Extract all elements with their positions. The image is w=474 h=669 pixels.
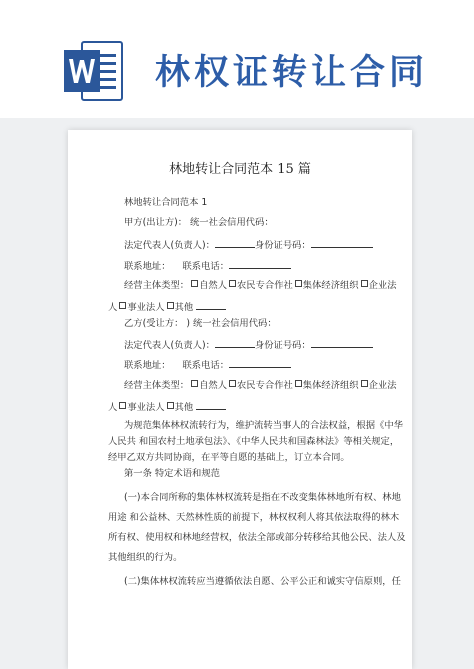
intro-line: 经甲乙双方共同协商，在平等自愿的基础上，订立本合同。: [108, 452, 350, 463]
banner-title: 林权证转让合同: [155, 53, 429, 93]
intro-line: 为规范集体林权流转行为，维护流转当事人的合法权益，根据《中华: [124, 420, 403, 431]
intro-line: 人民共 和国农村土地承包法》、《中华人民共和国森林法》等相关规定，: [108, 436, 400, 447]
clause-line: 所有权、使用权和林地经营权，依法全部或部分转移给其他公民、法人及: [108, 532, 406, 543]
document-page: [68, 130, 412, 669]
party-b-representative: 法定代表人(负责人)： 身份证号码：: [124, 338, 373, 352]
party-b-entity-type: 经营主体类型： 自然人 农民专合作社 集体经济组织 企业法: [124, 380, 397, 391]
clause-line: 其他组织的行为。: [108, 552, 183, 563]
party-b-entity-type-cont: 人 事业法人 其他: [108, 400, 226, 414]
clause-line: 用途 和公益林、天然林性质的前提下，林权权利人将其依法取得的林木: [108, 512, 400, 523]
contract-subtitle: 林地转让合同范本 1: [124, 197, 208, 208]
document-title: 林地转让合同范本 15 篇: [169, 162, 311, 177]
article-heading: 第一条 特定术语和规范: [124, 468, 220, 479]
clause-line: (二)集体林权流转应当遵循依法自愿、公平公正和诚实守信原则，任: [124, 576, 401, 587]
header-banner: [0, 0, 474, 120]
party-a-entity-type-cont: 人 事业法人 其他: [108, 300, 226, 314]
clause-line: (一)本合同所称的集体林权流转是指在不改变集体林地所有权、林地: [124, 492, 401, 503]
word-document-icon: [62, 40, 124, 102]
party-a-representative: 法定代表人(负责人)： 身份证号码：: [124, 238, 373, 252]
party-b-address: 联系地址： 联系电话：: [124, 358, 291, 372]
party-a-address: 联系地址： 联系电话：: [124, 259, 291, 273]
party-a-line: 甲方(出让方)： 统一社会信用代码：: [124, 217, 274, 228]
party-a-entity-type: 经营主体类型： 自然人 农民专合作社 集体经济组织 企业法: [124, 280, 397, 291]
party-b-line: 乙方(受让方： ) 统一社会信用代码：: [124, 318, 277, 329]
